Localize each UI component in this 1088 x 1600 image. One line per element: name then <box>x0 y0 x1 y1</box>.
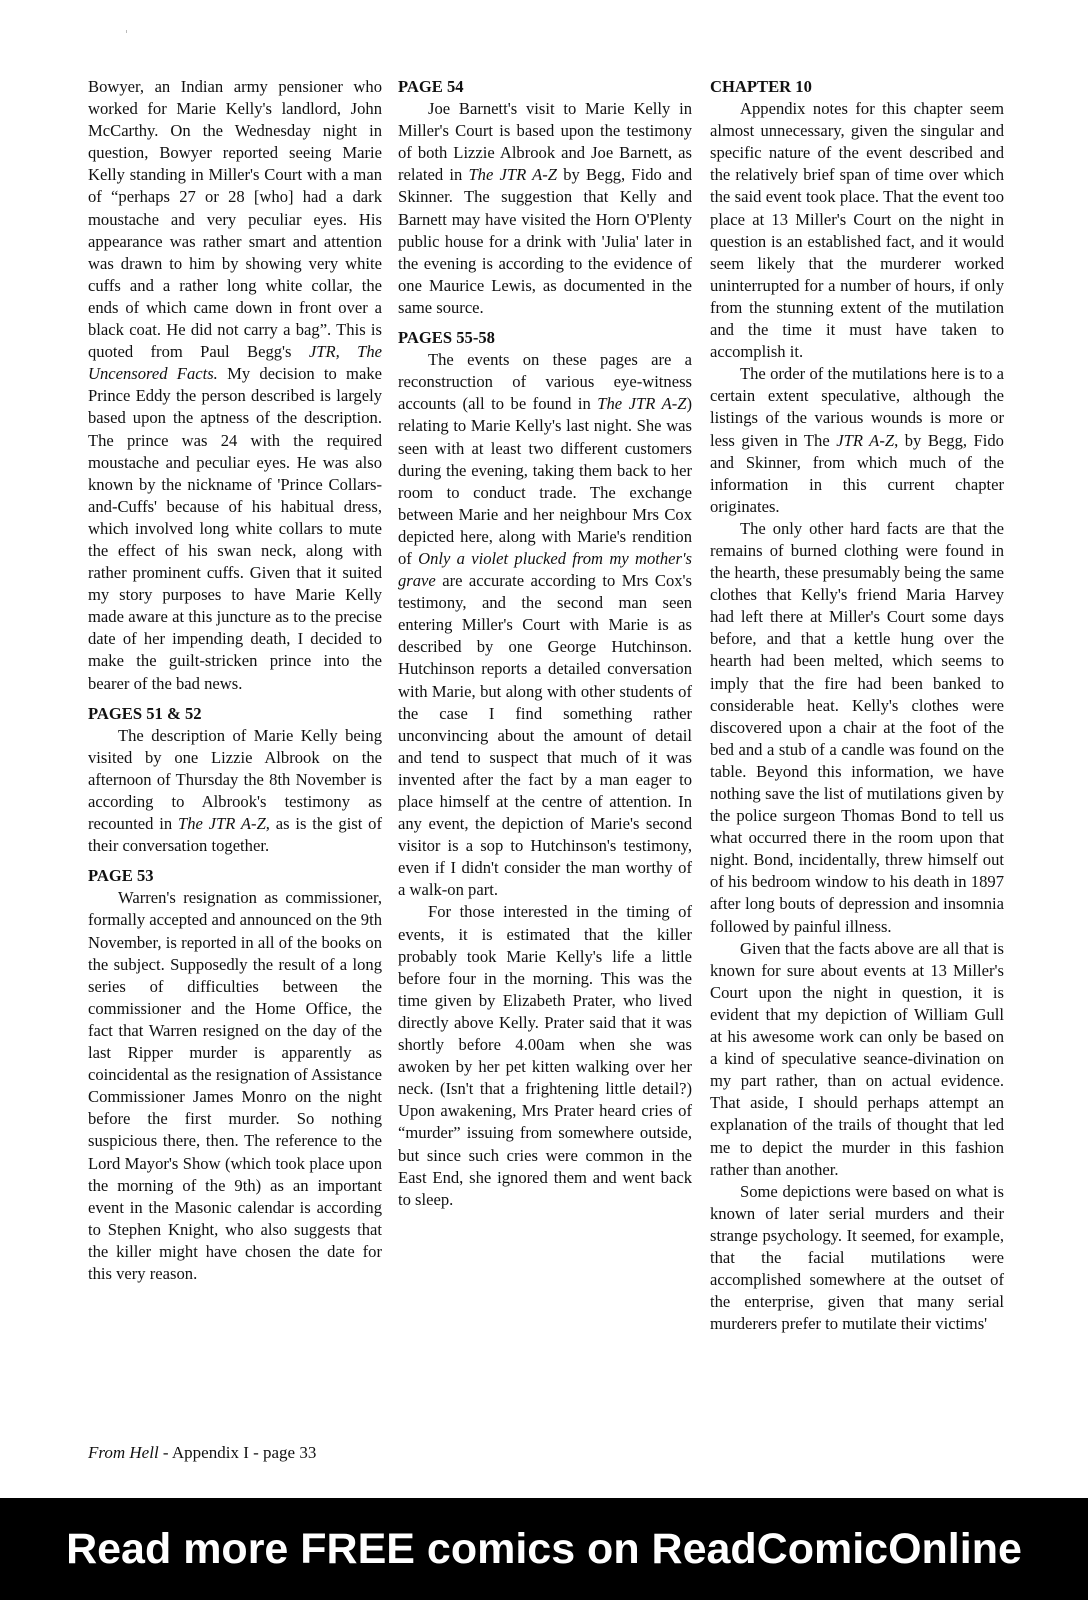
book-title: JTR, The Uncensored Facts. <box>88 342 383 384</box>
text-run: The order of the mutilations here is to a certain extent speculative, although the listings of the various wounds is more or less given in The <box>710 364 1004 450</box>
text-run: , by Begg, Fido and Skinner, from which much of the information in this current chapter originates. <box>710 430 1004 516</box>
text-run: Joe Barnett's visit to Marie Kelly in Miller's Court is based upon the testimony of both Lizzie Albrook and Joe Barnett, as related in <box>398 99 692 185</box>
book-title: The JTR A-Z <box>468 165 558 185</box>
footer-title: From Hell <box>88 1443 159 1462</box>
scan-mark <box>126 30 127 33</box>
paragraph <box>710 363 1004 518</box>
text-run: as is the gist of their conversation together. <box>88 814 383 856</box>
paragraph: The only other hard facts are that the remains of burned clothing were found in the hearth, these presumably being the same clothes that Kelly's friend Maria Harvey had left there at Miller's Court some days before, and that a kettle hung over the hearth had been melted, which seems to imply that the fire had been banked to considerable heat. Kelly's clothes were discovered upon a chair at the foot of the bed and a stub of a candle was found on the table. Beyond this information, we have nothing save the list of mutilations given by the police surgeon Thomas Bond to tell us what occurred there in the room upon that night. Bond, incidentally, threw himself out of his bedroom window to his death in 1897 after long bouts of depression and insomnia followed by painful illness. <box>710 518 1004 936</box>
text-run: are accurate according to Mrs Cox's testimony, and the second man seen entering Miller's Court with Marie is as described by one George Hutchinson. Hutchinson reports a detailed conversation with Marie, but along with other students of the case I find something rather unconvincing about the amount of detail and tend to suspect that much of it was invented after the fact by a man eager to place himself at the centre of attention. In any event, the depiction of Marie's second visitor is a sop to Hutchinson's testimony, even if I didn't consider the man worthy of a walk-on part. <box>398 571 692 900</box>
paragraph: For those interested in the timing of events, it is estimated that the killer probably took Marie Kelly's life a little before four in the morning. This was the time given by Elizabeth Prater, who lived directly above Kelly. Prater said that it was shortly before 4.00am when she was awoken by her pet kitten walking over her neck. (Isn't that a frightening little detail?) Upon awakening, Mrs Prater heard cries of “murder” issuing from somewhere outside, but since such cries were common in the East End, she ignored them and went back to sleep. <box>398 902 692 1209</box>
book-title: The JTR A-Z <box>597 394 687 414</box>
paragraph: Given that the facts above are all that is known for sure about events at 13 Miller's Court upon the night in question, it is evident that my depiction of William Gull at his awesome work can only be based on a kind of speculative seance-divination on my part rather, than on actual evidence. That aside, I should perhaps attempt an explanation of the trails of thought that led me to depict the murder in this fashion rather than another. <box>710 938 1004 1179</box>
text-run: The description of Marie Kelly being visited by one Lizzie Albrook on the afternoon of Thursday the 8th November is according to Albrook's testimony as recounted in <box>88 725 382 834</box>
promo-banner[interactable]: Read more FREE comics on ReadComicOnline <box>0 1498 1088 1600</box>
section-heading: PAGES 55-58 <box>398 328 495 348</box>
text-run: My decision to make Prince Eddy the person described is largely based upon the aptness of the description. The prince was 24 with the required moustache and peculiar eyes. He was also known by the nickname of 'Prince Collars-and-Cuffs' because of his habitual dress, which involved long white collars to mute the effect of his swan neck, along with rather prominent cuffs. Given that it suited my story purposes to have Marie Kelly made aware at this juncture as to the precise date of her impending death, I decided to make the guilt-stricken prince into the bearer of the bad news. <box>88 364 382 693</box>
text-column-3 <box>710 76 1004 1335</box>
paragraph <box>398 98 692 319</box>
paragraph <box>88 725 382 858</box>
paragraph <box>398 349 692 901</box>
chapter-heading: CHAPTER 10 <box>710 77 812 96</box>
text-column-2 <box>398 76 692 1211</box>
text-run: Bowyer, an Indian army pensioner who worked for Marie Kelly's landlord, John McCarthy. On the Wednesday night in question, Bowyer reported seeing Marie Kelly standing in Miller's Court with a man of “perhaps 27 or 28 [who] had a dark moustache and very peculiar eyes. His appearance was rather smart and attention was drawn to him by showing very white cuffs and a rather long white collar, the ends of which came down in front over a black coat. He did not carry a bag”. This is quoted from Paul Begg's <box>88 77 382 362</box>
paragraph: Warren's resignation as commissioner, formally accepted and announced on the 9th November, is reported in all of the books on the subject. Supposedly the result of a long series of difficulties between the commissioner and the Home Office, the fact that Warren resigned on the day of the last Ripper murder is apparently as coincidental as the resignation of Assistance Commissioner James Monro on the night before the first murder. So nothing suspicious there, then. The reference to the Lord Mayor's Show (which took place upon the morning of the 9th) as an important event in the Masonic calendar is according to Stephen Knight, who also suggests that the killer might have chosen the date for this very reason. <box>88 888 382 1283</box>
footer-page-number: - Appendix I - page 33 <box>158 1443 317 1462</box>
text-run: The events on these pages are a reconstruction of various eye-witness accounts (all to be found in <box>398 350 692 414</box>
text-column-1 <box>88 76 382 1285</box>
text-run: ) relating to Marie Kelly's last night. She was seen with at least two different customers during the evening, taking them back to her room to conduct trade. The exchange between Marie and her neighbour Mrs Cox depicted here, along with Marie's rendition of <box>398 394 692 568</box>
section-heading: PAGES 51 & 52 <box>88 703 202 723</box>
text-run: by Begg, Fido and Skinner. The suggestion that Kelly and Barnett may have visited the Horn O'Plenty public house for a drink with 'Julia' later in the evening is according to the evidence of one Maurice Lewis, as documented in the same source. <box>398 165 692 317</box>
paragraph: Some depictions were based on what is known of later serial murders and their strange psychology. It seemed, for example, that the facial mutilations were accomplished somewhere at the outset of the enterprise, given that many serial murderers prefer to mutilate their victims' <box>710 1181 1004 1334</box>
book-title: The JTR A-Z, <box>177 814 270 834</box>
song-title: Only a violet plucked from my mother's grave <box>398 548 692 591</box>
paragraph: Appendix notes for this chapter seem almost unnecessary, given the singular and specific nature of the event described and the relatively brief span of time over which the said event took place. That the event too place at 13 Miller's Court on the night in question is an established fact, and it would seem likely that the murderer worked uninterrupted for a number of hours, if only from the stunning extent of the mutilation and the time it must have taken to accomplish it. <box>710 99 1004 362</box>
paragraph <box>88 76 382 695</box>
section-heading: PAGE 53 <box>88 866 154 886</box>
page-footer <box>88 1442 316 1464</box>
section-heading: PAGE 54 <box>398 77 464 96</box>
book-title: JTR A-Z <box>836 430 895 450</box>
